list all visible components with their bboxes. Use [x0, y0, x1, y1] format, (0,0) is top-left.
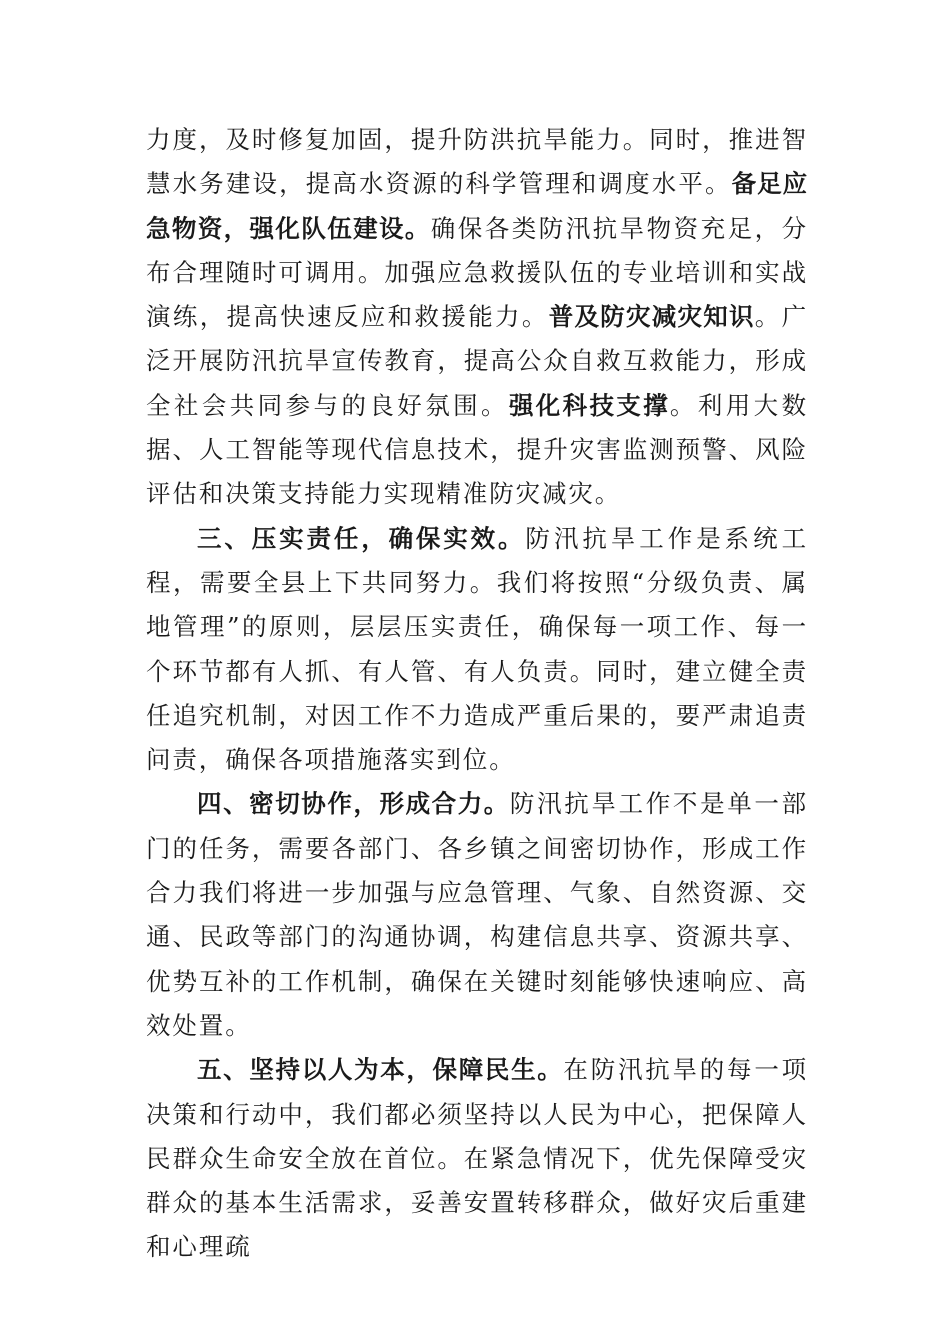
- paragraph-section-three: [146, 517, 808, 783]
- document-page: [146, 118, 808, 1270]
- bold-heading-disaster-knowledge: 普及防灾减灾知识: [548, 302, 755, 332]
- bold-heading-tech-support: 强化科技支撑: [508, 390, 670, 420]
- text-run: 确保各类防汛抗旱物资充足，分布合理随时可调用。加强应急救援队伍的专业培训和实战演练，提高快速反应和救援能力。: [146, 213, 808, 332]
- text-run: 。利用大数据、人工智能等现代信息技术，提升灾害监测预警、风险评估和决策支持能力实现精准防灾减灾。: [146, 390, 809, 509]
- bold-heading-emergency-supplies: 备足应急物资，强化队伍建设。: [146, 169, 808, 243]
- section-heading-five: 五、坚持以人为本，保障民生。: [197, 1055, 564, 1085]
- paragraph-measures-continued: [146, 118, 808, 517]
- paragraph-section-five: [146, 1048, 808, 1269]
- text-run: 。广泛开展防汛抗旱宣传教育，提高公众自救互救能力，形成全社会共同参与的良好氛围。: [146, 302, 808, 420]
- paragraph-section-four: [146, 782, 808, 1048]
- section-heading-four: 四、密切协作，形成合力。: [197, 789, 510, 819]
- section-heading-three: 三、压实责任，确保实效。: [197, 523, 526, 553]
- text-run: 防汛抗旱工作不是单一部门的任务，需要各部门、各乡镇之间密切协作，形成工作合力我们将进一步加强与应急管理、气象、自然资源、交通、民政等部门的沟通协调，构建信息共享、资源共享、优势互补的工作机制，确保在关键时刻能够快速响应、高效处置。: [146, 789, 808, 1040]
- text-run: 防汛抗旱工作是系统工程，需要全县上下共同努力。我们将按照“分级负责、属地管理”的原则，层层压实责任，确保每一项工作、每一个环节都有人抓、有人管、有人负责。同时，建立健全责任追究机制，对因工作不力造成严重后果的，要严肃追责问责，确保各项措施落实到位。: [146, 523, 809, 775]
- text-run: 力度，及时修复加固，提升防洪抗旱能力。同时，推进智慧水务建设，提高水资源的科学管理和调度水平。: [146, 125, 808, 199]
- text-run: 在防汛抗旱的每一项决策和行动中，我们都必须坚持以人民为中心，把保障人民群众生命安全放在首位。在紧急情况下，优先保障受灾群众的基本生活需求，妥善安置转移群众，做好灾后重建和心理疏: [146, 1055, 808, 1262]
